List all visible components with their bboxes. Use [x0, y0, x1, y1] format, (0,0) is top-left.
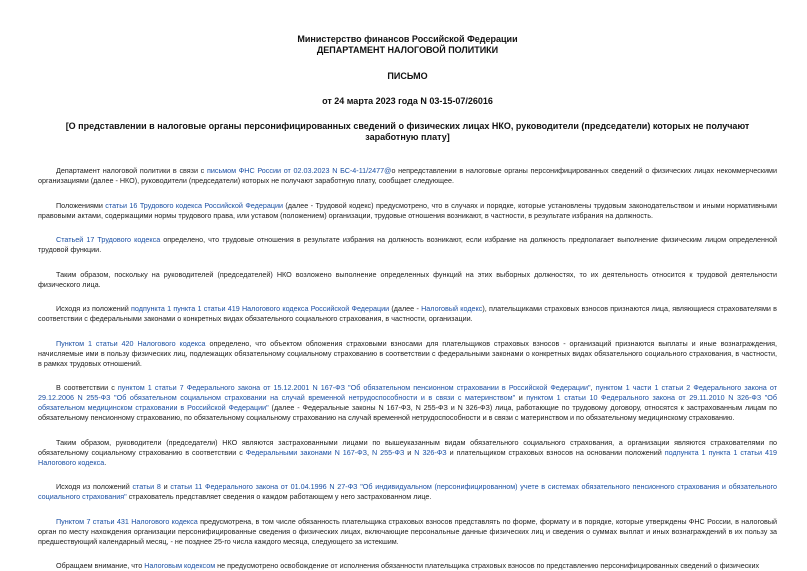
document-subject: [О представлении в налоговые органы персонифицированных сведений о физических лицах НКО, руководители (председатели) которых не получают заработную плату] [65, 121, 750, 142]
document-type: ПИСЬМО [387, 71, 428, 81]
paragraph-text: ), плательщиками страховых взносов признаются лица, являющиеся страхователями в соответствии с федеральными законами о конкретных видах обязательного социального страхования, в частности, организации. [38, 304, 777, 323]
body-paragraph [38, 438, 777, 468]
paragraph-text: Таким образом, руководители (председатели) НКО являются застрахованными лицами по вышеуказанным видам обязательного социального страхования, а организации являются страхователями по обязательному социальному страхованию в соответствии с [38, 437, 777, 457]
paragraph-text: (далее - Федеральные законы N 167-ФЗ, N 255-ФЗ и N 326-ФЗ) лица, работающие по трудовому договору, относятся к застрахованным лицам по обязательному пенсионному страхованию, по обязательному социальному страхованию на случай временной нетрудоспособности и в связи с материнством и по обязательному медицинскому страхованию. [38, 403, 777, 422]
paragraph-text: В соответствии с [56, 383, 118, 392]
legal-reference-link[interactable]: статьи 16 Трудового кодекса Российской Федерации [105, 200, 283, 210]
body-paragraph [38, 201, 777, 221]
legal-reference-link[interactable]: Налоговым кодексом [144, 561, 216, 570]
paragraph-text: , [590, 383, 596, 392]
department-name: ДЕПАРТАМЕНТ НАЛОГОВОЙ ПОЛИТИКИ [316, 45, 499, 55]
document-header [38, 34, 777, 107]
legal-reference-link[interactable]: Пунктом 7 статьи 431 Налогового кодекса [56, 516, 198, 526]
body-paragraph [38, 383, 777, 423]
paragraph-text: (далее - [389, 304, 422, 313]
paragraph-text: определено, что трудовые отношения в результате избрания на должность возникают, если избрание на должность предполагает выполнение физическим лицом определенной трудовой функции. [38, 235, 777, 254]
paragraph-text: не предусмотрено освобождение от исполнения обязанности плательщика страховых взносов по представлению персонифицированных сведений о физических [215, 561, 760, 570]
legal-reference-link[interactable]: Налоговый кодекс [421, 304, 483, 313]
legal-reference-link[interactable]: статьи 8 [132, 482, 161, 491]
legal-reference-link[interactable]: пунктом 1 статьи 7 Федерального закона от 15.12.2001 N 167-ФЗ "Об обязательном пенсионном страховании в Российской Федерации" [117, 383, 591, 392]
body-paragraph [38, 561, 777, 571]
legal-reference-link[interactable]: письмом ФНС России от 02.03.2023 N БС-4-11/2477@ [206, 166, 392, 175]
legal-reference-link[interactable]: подпункта 1 пункта 1 статьи 419 Налогового кодекса Российской Федерации [131, 304, 390, 313]
body-paragraph [38, 517, 777, 547]
document-date-number: от 24 марта 2023 года N 03-15-07/26016 [322, 96, 493, 106]
paragraph-text: о непредставлении в налоговые органы персонифицированных сведений о физических лицах некоммерческими организациями (далее - НКО), руководители (председатели) которых не получают заработную плату, сообщает следующее. [38, 166, 777, 185]
document-body [38, 166, 777, 571]
paragraph-text: и [404, 447, 415, 457]
legal-reference-link[interactable]: Статьей 17 Трудового кодекса [56, 235, 161, 244]
legal-reference-link[interactable]: пунктом 1 части 1 статьи 2 Федерального закона от 29.12.2006 N 255-ФЗ "Об обязательном социальном страховании на случай временной нетрудоспособности и в связи с материнством" [38, 383, 778, 402]
paragraph-text: (далее - Трудовой кодекс) предусмотрено, что в случаях и порядке, которые установлены трудовым законодательством и иными нормативными правовыми актами, содержащими нормы трудового права, или уставом (положением) организации, трудовые отношения возникают, в частности, в результате избрания на должность. [38, 200, 777, 220]
legal-reference-link[interactable]: N 255-ФЗ [371, 447, 405, 457]
paragraph-text: Исходя из положений [56, 304, 132, 313]
paragraph-text: . [104, 457, 107, 467]
paragraph-text: Положениями [56, 200, 106, 210]
body-paragraph [38, 482, 777, 502]
legal-reference-link[interactable]: пунктом 1 статьи 10 Федерального закона от 29.11.2010 N 326-ФЗ "Об обязательном медицинском страховании в Российской Федерации" [38, 393, 777, 412]
paragraph-text: и [160, 482, 171, 491]
body-paragraph [38, 339, 777, 369]
paragraph-text: , [367, 447, 372, 457]
paragraph-text: предусмотрена, в том числе обязанность плательщика страховых взносов представлять по форме, формату и в порядке, которые утверждены ФНС России, в налоговый орган по месту нахождения организации персонифицированные сведения о физических лицах, включающие персональные данные физических лиц и сведения о суммах выплат и иных вознаграждений в их пользу за предшествующий календарный месяц, - не позднее 25-го числа каждого месяца, следующего за истекшим. [38, 516, 778, 546]
legal-reference-link[interactable]: N 326-ФЗ [414, 447, 447, 457]
paragraph-text: определено, что объектом обложения страховыми взносами для плательщиков страховых взносов - организаций признаются выплаты и иные вознаграждения, начисляемые ими в пользу физических лиц, подлежащих обязательному социальному страхованию в соответствии с федеральными законами о конкретных видах обязательного социального страхования, в частности, в рамках трудовых отношений. [38, 338, 777, 368]
legal-reference-link[interactable]: Пунктом 1 статьи 420 Налогового кодекса [56, 338, 206, 348]
legal-reference-link[interactable]: Федеральными законами N 167-ФЗ [245, 447, 367, 457]
paragraph-text: и [515, 393, 527, 402]
body-paragraph [38, 166, 777, 186]
legal-reference-link[interactable]: статьи 11 Федерального закона от 01.04.1996 N 27-ФЗ "Об индивидуальном (персонифицированном) учете в системах обязательного пенсионного страхования и обязательного социального страхования" [38, 482, 777, 501]
body-paragraph [38, 235, 777, 255]
paragraph-text: Таким образом, поскольку на руководителей (председателей) НКО возложено выполнение определенных функций на этих выборных должностях, то их деятельность относится к трудовой деятельности физического лица. [38, 269, 777, 289]
paragraph-text: Департамент налоговой политики в связи с [56, 166, 207, 175]
paragraph-text: Исходя из положений [56, 482, 133, 491]
body-paragraph [38, 304, 777, 324]
ministry-name: Министерство финансов Российской Федерации [297, 34, 518, 44]
paragraph-text: Обращаем внимание, что [56, 561, 145, 570]
body-paragraph [38, 270, 777, 290]
paragraph-text: страхователь представляет сведения о каждом работающем у него застрахованном лице. [126, 492, 432, 501]
paragraph-text: и плательщиком страховых взносов на основании положений [446, 447, 665, 457]
legal-reference-link[interactable]: подпункта 1 пункта 1 статьи 419 Налогового кодекса [38, 447, 777, 467]
